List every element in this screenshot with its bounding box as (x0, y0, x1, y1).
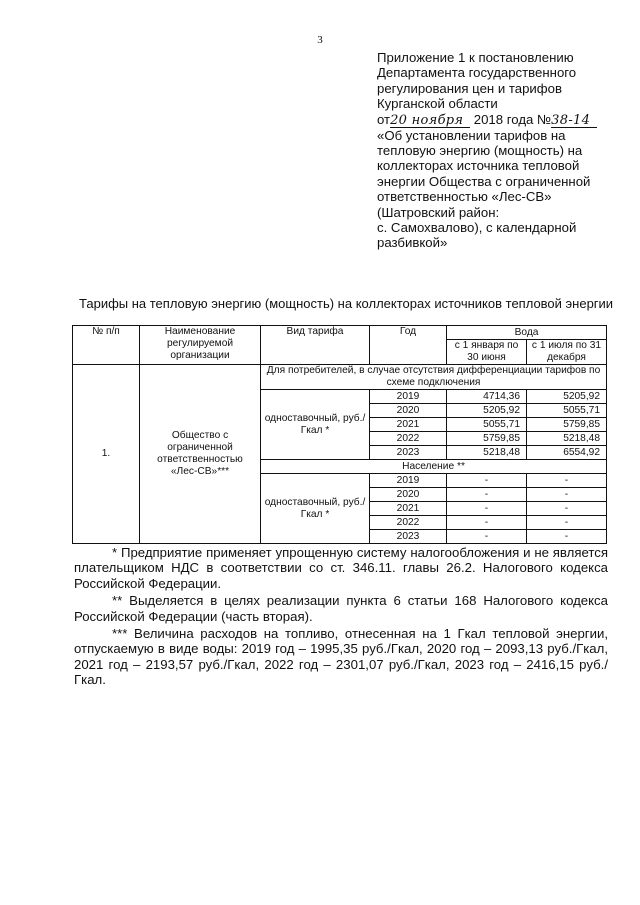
tariff-h1: - (447, 530, 527, 544)
tariff-h2: 5055,71 (527, 404, 607, 418)
tariff-type: одноставочный, руб./Гкал * (261, 390, 370, 460)
appendix-line: разбивкой» (377, 235, 448, 251)
year-cell: 2019 (370, 474, 447, 488)
tariff-h1: - (447, 488, 527, 502)
appendix-line: с. Самохвалово), с календарной (377, 220, 577, 236)
header-row (73, 326, 607, 340)
appendix-line: (Шатровский район: (377, 204, 500, 220)
year-cell: 2020 (370, 488, 447, 502)
appendix-line: регулирования цен и тарифов (377, 80, 562, 96)
tariff-type: одноставочный, руб./Гкал * (261, 474, 370, 544)
year-cell: 2023 (370, 446, 447, 460)
tariff-h2: 6554,92 (527, 446, 607, 460)
tariff-h2: - (527, 516, 607, 530)
appendix-line: тепловую энергию (мощность) на (377, 143, 583, 159)
year-cell: 2022 (370, 432, 447, 446)
year-cell: 2019 (370, 390, 447, 404)
tariff-h1: 5218,48 (447, 446, 527, 460)
footnote-2: ** Выделяется в целях реализации пункта 6 статьи 168 Налогового кодекса Российской Федерации (часть вторая). (74, 593, 608, 624)
tariff-h2: - (527, 488, 607, 502)
year-cell: 2021 (370, 502, 447, 516)
tariff-h1: 5205,92 (447, 404, 527, 418)
header-num: № п/п (73, 326, 140, 365)
tariff-h2: - (527, 502, 607, 516)
date-suffix: 2018 года № (473, 111, 552, 127)
tariff-h2: 5218,48 (527, 432, 607, 446)
year-cell: 2021 (370, 418, 447, 432)
tariff-h2: 5205,92 (527, 390, 607, 404)
appendix-line: коллекторах источника тепловой (377, 158, 580, 174)
footnote-3: *** Величина расходов на топливо, отнесенная на 1 Гкал тепловой энергии, отпускаемую в виде воды: 2019 год – 1995,35 руб./Гкал, 2020 год – 2093,13 руб./Гкал, 2021 год – 2193,57 руб./Гкал, 2022 год – 2301,07 руб./Гкал, 2023 год – 2416,15 руб./Гкал. (74, 626, 608, 688)
section1-title: Для потребителей, в случае отсутствия дифференциации тарифов по схеме подключения (261, 365, 607, 390)
header-year: Год (370, 326, 447, 365)
date-prefix: от (377, 111, 391, 127)
appendix-header (377, 50, 607, 251)
header-tariff-type: Вид тарифа (261, 326, 370, 365)
tariff-table (72, 325, 607, 544)
header-org: Наименование регулируемой организации (140, 326, 261, 365)
appendix-line: ответственностью «Лес-СВ» (377, 189, 552, 205)
tariff-h1: 4714,36 (447, 390, 527, 404)
tariff-h2: - (527, 530, 607, 544)
header-period-1: с 1 января по 30 июня (447, 340, 527, 365)
appendix-date-line (377, 112, 607, 128)
page-number: 3 (317, 34, 323, 46)
footnote-1: * Предприятие применяет упрощенную систему налогообложения и не является плательщиком НДС в соответствии со ст. 346.11. главы 26.2. Налогового кодекса Российской Федерации. (74, 545, 608, 591)
year-cell: 2023 (370, 530, 447, 544)
tariff-h1: - (447, 502, 527, 516)
handwritten-number: 38-14 (551, 114, 597, 128)
year-cell: 2020 (370, 404, 447, 418)
tariff-h1: 5055,71 (447, 418, 527, 432)
tariff-h1: - (447, 516, 527, 530)
footnotes (74, 545, 608, 690)
tariff-h1: - (447, 474, 527, 488)
header-period-2: с 1 июля по 31 декабря (527, 340, 607, 365)
handwritten-date: 20 ноября (390, 114, 470, 128)
tariff-h1: 5759,85 (447, 432, 527, 446)
appendix-line: энергии Общества с ограниченной (377, 173, 591, 189)
appendix-line: Приложение 1 к постановлению (377, 50, 574, 65)
tariff-h2: 5759,85 (527, 418, 607, 432)
year-cell: 2022 (370, 516, 447, 530)
appendix-line: «Об установлении тарифов на (377, 127, 566, 143)
row-number: 1. (73, 365, 140, 544)
org-name: Общество с ограниченной ответственностью «Лес-СВ»*** (140, 365, 261, 544)
tariff-h2: - (527, 474, 607, 488)
section2-title: Население ** (261, 460, 607, 474)
appendix-line: Департамента государственного (377, 65, 577, 81)
header-water: Вода (447, 326, 607, 340)
appendix-line: Курганской области (377, 96, 498, 112)
table-title: Тарифы на тепловую энергию (мощность) на коллекторах источников тепловой энергии (79, 296, 614, 311)
